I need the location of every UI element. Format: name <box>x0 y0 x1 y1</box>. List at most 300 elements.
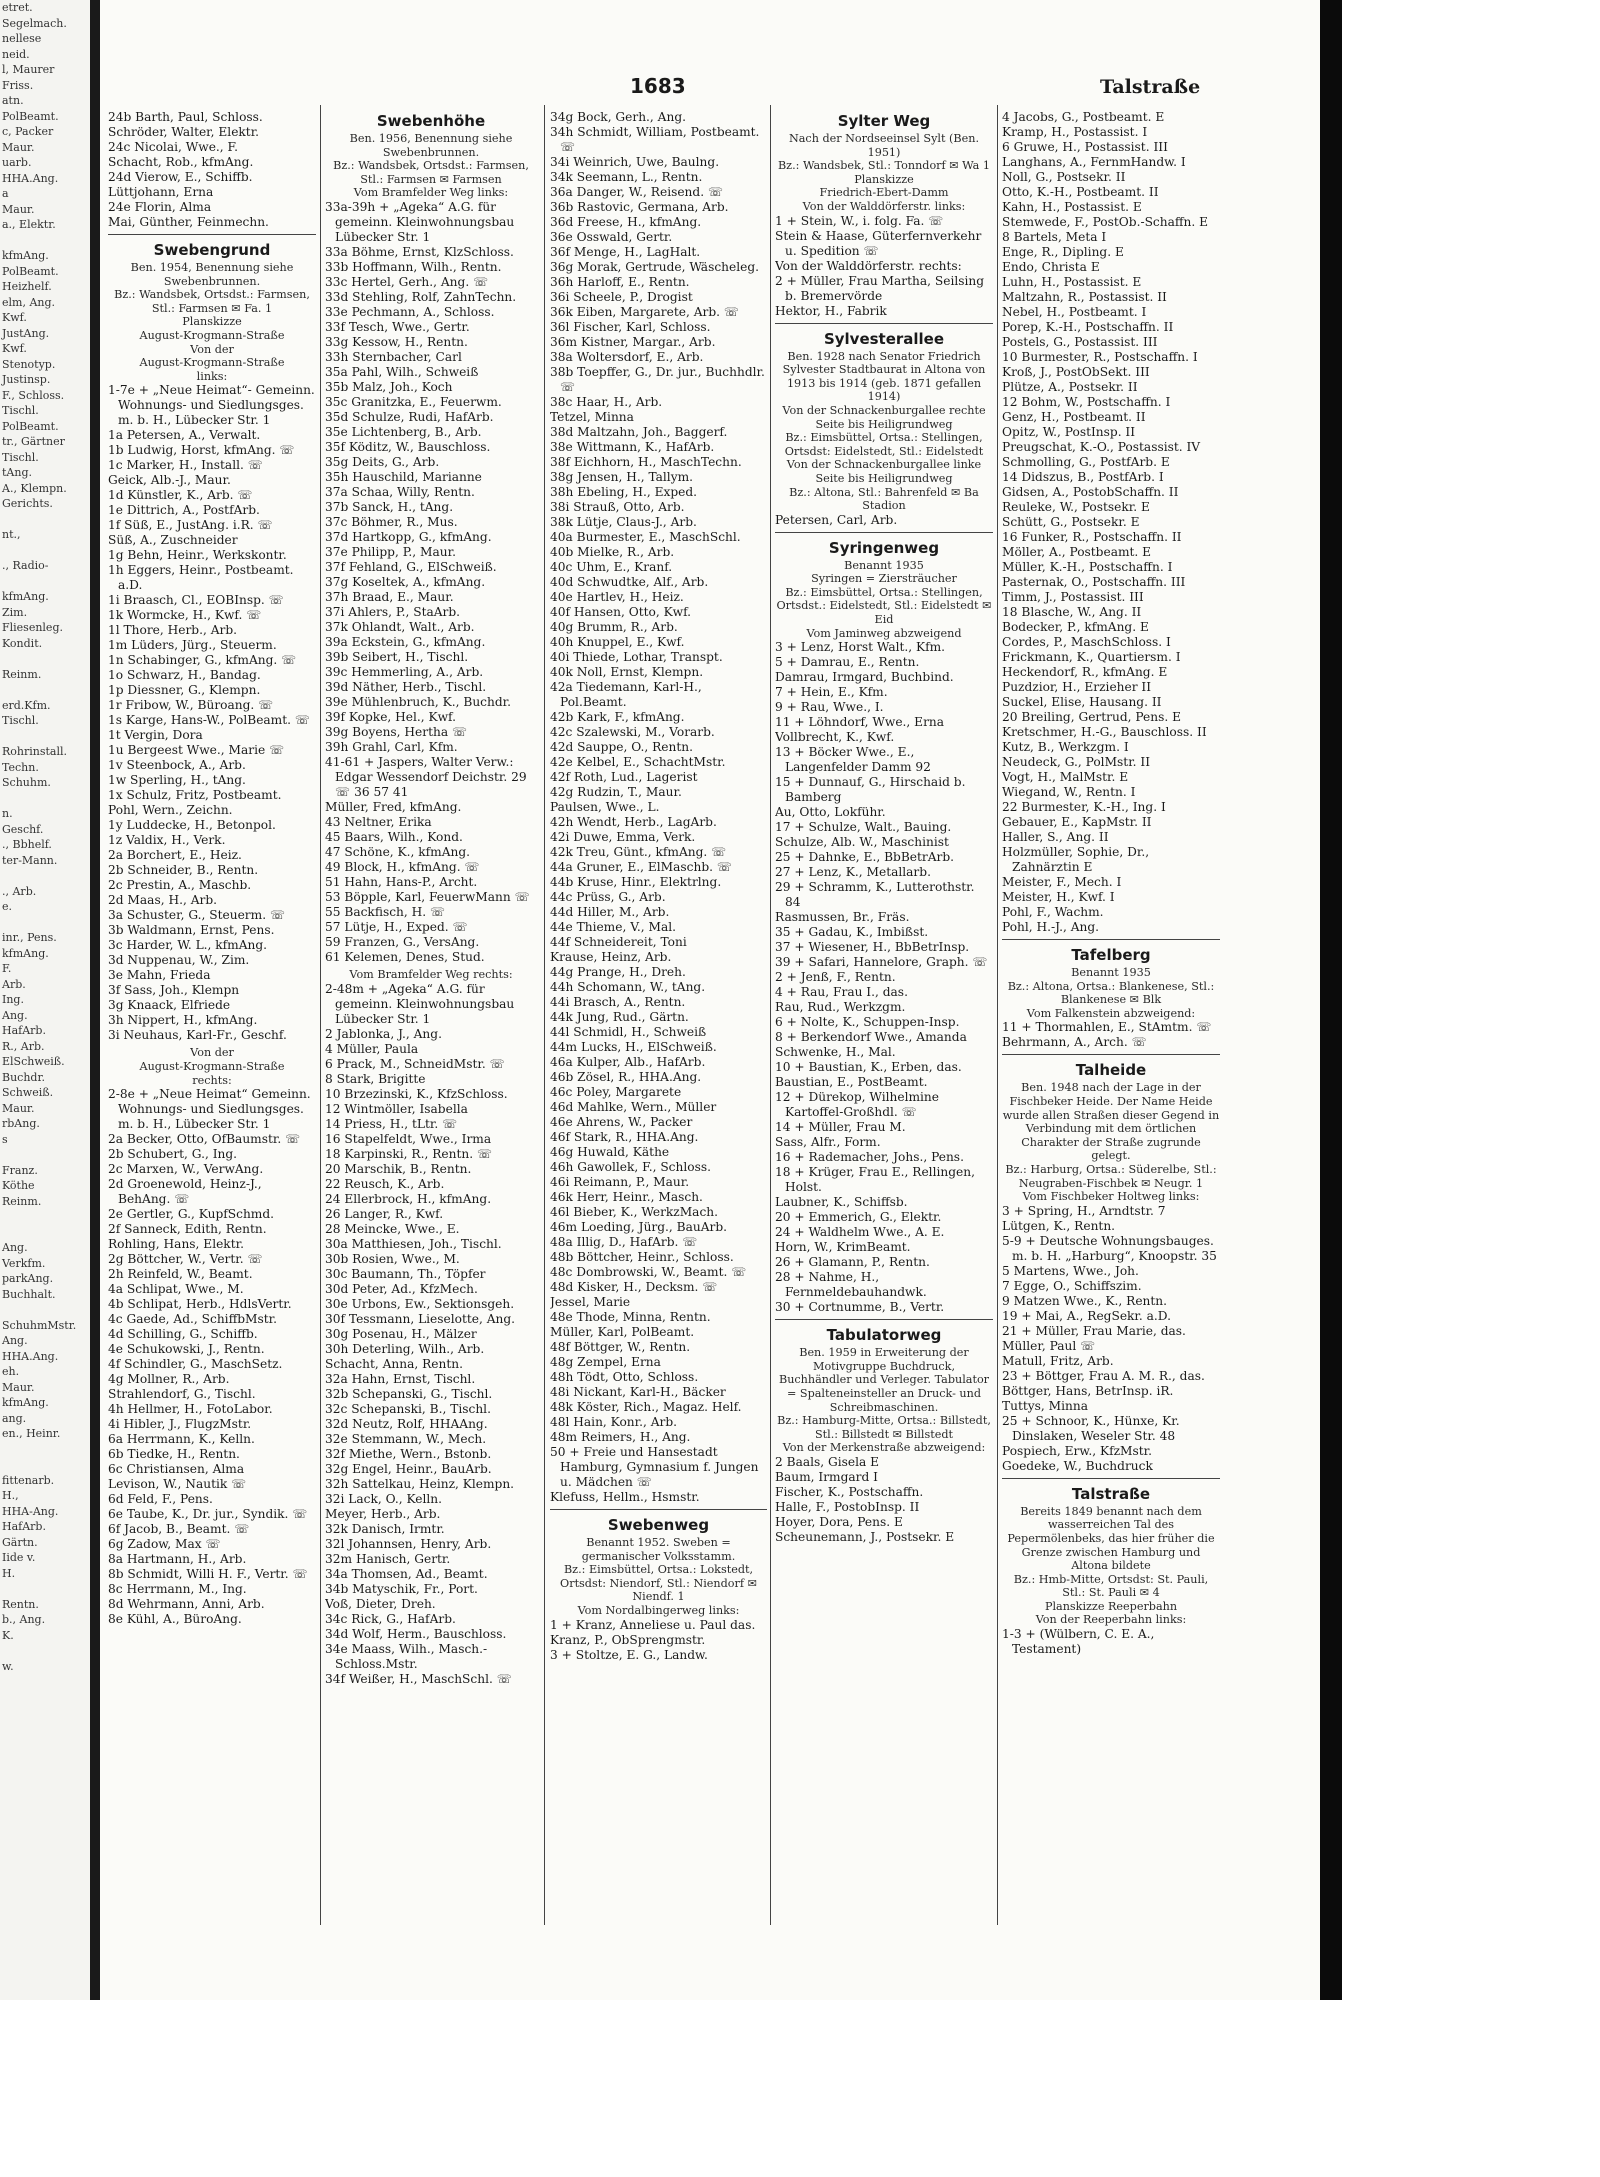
margin-fragment: l, Maurer <box>2 63 55 76</box>
resident-entry: Kahn, H., Postassist. E <box>1002 200 1142 214</box>
resident-entry: Klefuss, Hellm., Hsmstr. <box>550 1490 700 1504</box>
resident-entry: 44f Schneidereit, Toni <box>550 935 687 949</box>
resident-entry: 20 + Emmerich, G., Elektr. <box>775 1210 942 1225</box>
resident-entry: 1 + Kranz, Anneliese u. Paul das. <box>550 1617 756 1632</box>
resident-entry: Pohl, Wern., Zeichn. <box>108 803 233 818</box>
margin-fragment <box>0 512 95 528</box>
margin-fragment: ., Radio- <box>2 559 49 572</box>
resident-entry: 15 + Dunnauf, G., Hirschaid b. Bamberg <box>775 775 966 805</box>
resident-entry: 36g Morak, Gertrude, Wäscheleg. <box>550 260 759 274</box>
margin-fragment: Reinm. <box>2 1194 42 1208</box>
margin-fragment: Tischl. <box>2 450 39 464</box>
resident-entry: 24d Vierow, E., Schiffb. <box>108 170 253 184</box>
resident-entry: 37d Hartkopp, G., kfmAng. <box>325 529 492 544</box>
resident-entry: 32m Hanisch, Gertr. <box>325 1551 451 1566</box>
binding-shadow <box>90 0 100 2000</box>
resident-entry: 5 Martens, Wwe., Joh. <box>1002 1263 1139 1278</box>
resident-entry: 4h Hellmer, H., FotoLabor. <box>108 1402 273 1417</box>
resident-entry: Heckendorf, R., kfmAng. E <box>1002 665 1168 679</box>
street-note: Ben. 1956, Benennung siehe Swebenbrunnen. <box>349 132 513 159</box>
margin-fragment <box>0 233 95 249</box>
resident-entry: 39h Grahl, Carl, Kfm. <box>325 739 458 754</box>
street-note: Von der Reeperbahn links: <box>1035 1613 1187 1627</box>
resident-entry: 8 Stark, Brigitte <box>325 1071 426 1086</box>
resident-entry: Wiegand, W., Rentn. I <box>1002 785 1136 799</box>
resident-entry: 43 Neltner, Erika <box>325 814 432 829</box>
resident-entry: 41-61 + Jaspers, Walter Verw.: Edgar Wessendorf Deichstr. 29 ☏ 36 57 41 <box>325 754 527 799</box>
resident-entry: 48b Böttcher, Heinr., Schloss. <box>550 1250 734 1264</box>
margin-fragment: Köthe <box>2 1179 35 1192</box>
resident-entry: 40d Schwudtke, Alf., Arb. <box>550 575 709 589</box>
resident-entry: 4e Schukowski, J., Rentn. <box>108 1342 265 1357</box>
resident-entry: Gebauer, E., KapMstr. II <box>1002 815 1152 829</box>
margin-fragment: K. <box>2 1628 14 1642</box>
street-section <box>550 1514 767 1663</box>
resident-entry: 33c Hertel, Gerh., Ang. ☏ <box>325 274 489 289</box>
street-note: rechts: <box>192 1073 232 1087</box>
margin-fragment: Arb. <box>2 977 26 991</box>
resident-entry: 33d Stehling, Rolf, ZahnTechn. <box>325 289 517 304</box>
resident-entry: Paulsen, Wwe., L. <box>550 800 660 814</box>
resident-entry: 42f Roth, Lud., Lagerist <box>550 770 698 784</box>
resident-entry: 3g Knaack, Elfriede <box>108 998 231 1013</box>
resident-entry: 12 Bohm, W., Postschaffn. I <box>1002 395 1171 409</box>
margin-fragment: eh. <box>2 1365 20 1378</box>
resident-entry: 40g Brumm, R., Arb. <box>550 620 678 634</box>
resident-entry: 44m Lucks, H., ElSchweiß. <box>550 1040 717 1054</box>
resident-entry: 53 Böpple, Karl, FeuerwMann ☏ <box>325 889 530 904</box>
resident-entry: 10 Burmester, R., Postschaffn. I <box>1002 350 1198 364</box>
street-note: August-Krogmann-Straße <box>139 328 285 342</box>
street-note: Bz.: Hmb-Mitte, Ortsdst: St. Pauli, Stl.: St. Pauli ✉ 4 <box>1013 1572 1209 1600</box>
margin-fragment <box>0 1225 95 1241</box>
resident-entry: 46a Kulper, Alb., HafArb. <box>550 1055 706 1069</box>
margin-fragment: Rentn. <box>2 1597 39 1611</box>
resident-entry: 32d Neutz, Rolf, HHAAng. <box>325 1416 488 1431</box>
resident-entry: Langhans, A., FernmHandw. I <box>1002 155 1186 169</box>
resident-entry: 34g Bock, Gerh., Ang. <box>550 110 687 124</box>
street-note: Bz.: Wandsbek, Stl.: Tonndorf ✉ Wa 1 <box>777 159 991 173</box>
street-title: Syringenweg <box>828 538 940 557</box>
resident-entry: 1p Diessner, G., Klempn. <box>108 683 261 698</box>
resident-entry: Levison, W., Nautik ☏ <box>108 1477 247 1492</box>
margin-fragment: F., Schloss. <box>2 388 65 402</box>
resident-entry: 42g Rudzin, T., Maur. <box>550 785 682 799</box>
resident-entry: 48l Hain, Konr., Arb. <box>550 1415 678 1429</box>
resident-entry: Endo, Christa E <box>1002 260 1100 274</box>
street-section <box>1002 944 1220 1055</box>
resident-entry: Schütt, G., Postsekr. E <box>1002 515 1140 529</box>
resident-entry: 1a Petersen, A., Verwalt. <box>108 428 261 443</box>
resident-entry: 39e Mühlenbruch, K., Buchdr. <box>325 694 512 709</box>
street-note: Vom Bramfelder Weg rechts: <box>349 967 513 981</box>
resident-entry: 46d Mahlke, Wern., Müller <box>550 1100 717 1114</box>
margin-fragment: Rohrinstall. <box>2 745 68 758</box>
resident-entry: Strahlendorf, G., Tischl. <box>108 1387 256 1402</box>
street-note: Bereits 1849 benannt nach dem wasserreichen Tal des Pepermölenbeks, das hier früher die Grenze zwischen Hamburg und Altona bildete <box>1007 1504 1215 1573</box>
resident-entry: Geick, Alb.-J., Maur. <box>108 473 231 488</box>
street-note: Syringen = Ziersträucher <box>811 572 957 586</box>
resident-entry: 2 Baals, Gisela E <box>775 1455 880 1469</box>
street-note: Ben. 1959 in Erweiterung der Motivgruppe Buchdruck, Buchhändler und Verleger. Tabulator = Spalteneinsteller an Druck- und Schreibmaschinen. <box>778 1346 990 1414</box>
resident-entry: 6 Prack, M., SchneidMstr. ☏ <box>325 1056 505 1071</box>
resident-entry: 36l Fischer, Karl, Schloss. <box>550 320 711 334</box>
resident-entry: Tuttys, Minna <box>1002 1398 1089 1413</box>
section-divider <box>1002 939 1220 940</box>
margin-fragment <box>0 1643 95 1659</box>
resident-entry: 35b Malz, Joh., Koch <box>325 379 453 394</box>
street-title: Talheide <box>1075 1061 1147 1080</box>
resident-entry: 33a Böhme, Ernst, KlzSchloss. <box>325 244 514 259</box>
resident-entry: Petersen, Carl, Arb. <box>775 512 898 527</box>
resident-entry: 1z Valdix, H., Verk. <box>108 833 226 848</box>
resident-entry: 57 Lütje, H., Exped. ☏ <box>325 919 468 934</box>
resident-entry: 48e Thode, Minna, Rentn. <box>550 1310 711 1324</box>
street-note: Friedrich-Ebert-Damm <box>819 186 949 200</box>
resident-entry: 46f Stark, R., HHA.Ang. <box>550 1130 699 1144</box>
right-edge-shadow <box>1320 0 1342 2000</box>
running-head: Talstraße <box>1100 76 1201 98</box>
resident-entry: 61 Kelemen, Denes, Stud. <box>325 949 485 964</box>
resident-entry: Matull, Fritz, Arb. <box>1002 1353 1114 1368</box>
resident-entry: 2 + Müller, Frau Martha, Seilsing b. Bremervörde <box>775 273 985 303</box>
margin-fragment: Gerichts. <box>2 497 53 510</box>
resident-entry: 4g Mollner, R., Arb. <box>108 1372 230 1387</box>
resident-entry: 4f Schindler, G., MaschSetz. <box>108 1357 283 1372</box>
resident-entry: 3 + Stoltze, E. G., Landw. <box>550 1647 708 1662</box>
margin-fragment: Ang. <box>2 1241 28 1254</box>
resident-entry: Kranz, P., ObSprengmstr. <box>550 1632 706 1647</box>
resident-entry: Müller, Paul ☏ <box>1002 1338 1096 1353</box>
resident-entry: Gidsen, A., PostobSchaffn. II <box>1002 485 1179 499</box>
resident-entry: Maltzahn, R., Postassist. II <box>1002 290 1167 304</box>
resident-entry: 46b Zösel, R., HHA.Ang. <box>550 1070 702 1084</box>
resident-entry: 30f Tessmann, Lieselotte, Ang. <box>325 1311 516 1326</box>
street-section <box>1002 110 1220 940</box>
resident-entry: 42e Kelbel, E., SchachtMstr. <box>550 755 726 769</box>
resident-entry: 4c Gaede, Ad., SchiffbMstr. <box>108 1312 278 1327</box>
resident-entry: 36i Scheele, P., Drogist <box>550 290 693 304</box>
resident-entry: Lüttjohann, Erna <box>108 185 214 199</box>
resident-entry: Otto, K.-H., Postbeamt. II <box>1002 185 1159 199</box>
resident-entry: 39g Boyens, Hertha ☏ <box>325 724 468 739</box>
resident-entry: 44b Kruse, Hinr., Elektrlng. <box>550 875 722 889</box>
resident-entry: 24e Florin, Alma <box>108 200 212 214</box>
resident-entry: 40e Hartlev, H., Heiz. <box>550 590 684 604</box>
resident-entry: 34k Seemann, L., Rentn. <box>550 170 703 184</box>
resident-entry: 3f Sass, Joh., Klempn <box>108 983 240 998</box>
resident-entry: 46h Gawollek, F., Schloss. <box>550 1160 711 1174</box>
resident-entry: Nebel, H., Postbeamt. I <box>1002 305 1147 319</box>
margin-fragment: nellese <box>2 32 42 45</box>
margin-fragment: Tischl. <box>2 404 39 417</box>
margin-fragment: H. <box>2 1566 16 1580</box>
section-divider <box>775 323 993 324</box>
resident-entry: 6a Herrmann, K., Kelln. <box>108 1432 255 1447</box>
resident-entry: 30g Posenau, H., Mälzer <box>325 1326 477 1341</box>
resident-entry: 8e Kühl, A., BüroAng. <box>108 1612 242 1627</box>
resident-entry: Noll, G., Postsekr. II <box>1002 170 1126 184</box>
margin-fragment: Maur. <box>2 1101 35 1115</box>
margin-fragment: n. <box>2 807 13 820</box>
margin-fragment: Maur. <box>2 1380 35 1394</box>
resident-entry: 1h Eggers, Heinr., Postbeamt. a.D. <box>108 563 294 593</box>
resident-entry: 5 + Damrau, E., Rentn. <box>775 655 920 670</box>
margin-fragment: neid. <box>2 47 30 61</box>
street-note: Planskizze Reeperbahn <box>1044 1599 1178 1613</box>
resident-entry: 1v Steenbock, A., Arb. <box>108 758 246 773</box>
street-section <box>550 110 767 1510</box>
resident-entry: 46c Poley, Margarete <box>550 1085 682 1099</box>
resident-entry: 1w Sperling, H., tAng. <box>108 773 246 788</box>
margin-fragment: HHA.Ang. <box>2 1349 59 1363</box>
resident-entry: Au, Otto, Lokführ. <box>775 805 886 820</box>
resident-entry: 37k Ohlandt, Walt., Arb. <box>325 619 475 634</box>
street-note: August-Krogmann-Straße <box>139 1059 285 1073</box>
resident-entry: 37g Koseltek, A., kfmAng. <box>325 574 486 589</box>
resident-entry: 8c Herrmann, M., Ing. <box>108 1582 247 1597</box>
resident-entry: 33h Sternbacher, Carl <box>325 349 462 364</box>
resident-entry: 48f Böttger, W., Rentn. <box>550 1340 691 1354</box>
resident-entry: 2d Groenewold, Heinz-J., BehAng. ☏ <box>108 1177 262 1207</box>
resident-entry: Scheunemann, J., Postsekr. E <box>775 1530 955 1544</box>
resident-entry: Kroß, J., PostObSekt. III <box>1002 365 1150 379</box>
resident-entry: 6d Feld, F., Pens. <box>108 1492 213 1507</box>
resident-entry: Rau, Rud., Werkzgm. <box>775 1000 906 1015</box>
resident-entry: 36k Eiben, Margarete, Arb. ☏ <box>550 305 740 319</box>
resident-entry: 34a Thomsen, Ad., Beamt. <box>325 1566 488 1581</box>
resident-entry: 36d Freese, H., kfmAng. <box>550 215 702 229</box>
margin-fragment: PolBeamt. <box>2 264 59 278</box>
resident-entry: 2c Marxen, W., VerwAng. <box>108 1162 264 1177</box>
resident-entry: 14 Didszus, B., PostfArb. I <box>1002 470 1164 484</box>
street-note: Planskizze <box>854 172 914 186</box>
resident-entry: 2-8e + „Neue Heimat“ Gemeinn. Wohnungs- und Siedlungsges. m. b. H., Lübecker Str. 1 <box>108 1087 311 1132</box>
resident-entry: 45 Baars, Wilh., Kond. <box>325 829 463 844</box>
street-note: Stadion <box>862 499 906 513</box>
resident-entry: Mai, Günther, Feinmechn. <box>108 215 269 229</box>
street-title: Talstraße <box>1071 1484 1151 1503</box>
resident-entry: 32a Hahn, Ernst, Tischl. <box>325 1371 476 1386</box>
resident-entry: 42c Szalewski, M., Vorarb. <box>550 725 715 739</box>
resident-entry: 36e Osswald, Gertr. <box>550 230 673 244</box>
column-2 <box>325 108 537 1690</box>
street-note: Ben. 1928 nach Senator Friedrich Sylvester Stadtbaurat in Altona von 1913 bis 1914 (geb. 1871 gefallen 1914) <box>782 349 986 404</box>
resident-entry: Reuleke, W., Postsekr. E <box>1002 500 1150 514</box>
margin-fragment <box>0 1581 95 1597</box>
resident-entry: 32k Danisch, Irmtr. <box>325 1521 445 1536</box>
resident-entry: 2b Schneider, B., Rentn. <box>108 863 259 878</box>
street-section <box>1002 1483 1220 1657</box>
margin-fragment: fittenarb. <box>2 1473 55 1487</box>
resident-entry: Lütgen, K., Rentn. <box>1002 1218 1116 1233</box>
street-note: Vom Bramfelder Weg links: <box>353 186 509 200</box>
street-section <box>325 968 537 1687</box>
resident-entry: Opitz, W., PostInsp. II <box>1002 425 1136 439</box>
resident-entry: 44l Schmidl, H., Schweiß <box>550 1025 707 1039</box>
resident-entry: 6c Christiansen, Alma <box>108 1462 245 1477</box>
resident-entry: Meister, F., Mech. I <box>1002 875 1122 889</box>
resident-entry: 2g Böttcher, W., Vertr. ☏ <box>108 1252 263 1267</box>
margin-fragment: a., Elektr. <box>2 218 56 231</box>
street-section <box>1002 1059 1220 1478</box>
resident-entry: 28 Meincke, Wwe., E. <box>325 1221 460 1236</box>
margin-fragment: tAng. <box>2 466 32 479</box>
resident-entry: 48h Tödt, Otto, Schloss. <box>550 1370 699 1384</box>
resident-entry: Holzmüller, Sophie, Dr., Zahnärztin E <box>1002 845 1150 874</box>
resident-entry: 38b Toepffer, G., Dr. jur., Buchhdlr. ☏ <box>550 365 765 394</box>
resident-entry: 7 + Hein, E., Kfm. <box>775 685 888 700</box>
margin-fragment: Segelmach. <box>2 16 67 30</box>
resident-entry: 24b Barth, Paul, Schloss. <box>108 110 263 124</box>
resident-entry: 1-3 + (Wülbern, C. E. A., Testament) <box>1002 1627 1155 1657</box>
resident-entry: 50 + Freie und Hansestadt Hamburg, Gymnasium f. Jungen u. Mädchen ☏ <box>550 1445 759 1489</box>
resident-entry: Müller, Karl, PolBeamt. <box>550 1325 695 1339</box>
resident-entry: 25 + Schnoor, K., Hünxe, Kr. Dinslaken, Weseler Str. 48 <box>1002 1413 1180 1443</box>
resident-entry: 49 Block, H., kfmAng. ☏ <box>325 859 480 874</box>
margin-fragment: ., Bbhelf. <box>2 838 52 851</box>
margin-fragment: Zim. <box>2 605 28 619</box>
margin-fragment: kfmAng. <box>2 249 49 262</box>
margin-fragment: R., Arb. <box>2 1039 45 1053</box>
resident-entry: Horn, W., KrimBeamt. <box>775 1240 911 1255</box>
street-section <box>108 110 316 235</box>
margin-fragment: JustAng. <box>2 326 50 340</box>
column-rule <box>770 105 771 1925</box>
margin-fragment: HHA.Ang. <box>2 171 59 185</box>
margin-fragment <box>0 868 95 884</box>
resident-entry: 39d Näther, Herb., Tischl. <box>325 679 487 694</box>
resident-entry: 9 Matzen Wwe., K., Rentn. <box>1002 1293 1168 1308</box>
resident-entry: 4b Schlipat, Herb., HdlsVertr. <box>108 1297 292 1312</box>
resident-entry: Halle, F., PostobInsp. II <box>775 1500 920 1514</box>
margin-fragment: e. <box>2 900 13 913</box>
resident-entry: 1s Karge, Hans-W., PolBeamt. ☏ <box>108 713 311 728</box>
resident-entry: 34f Weißer, H., MaschSchl. ☏ <box>325 1671 512 1686</box>
margin-fragment: kfmAng. <box>2 590 49 603</box>
resident-entry: 40k Noll, Ernst, Klempn. <box>550 665 704 679</box>
margin-fragment: ., Arb. <box>2 884 37 898</box>
resident-entry: Porep, K.-H., Postschaffn. II <box>1002 320 1174 334</box>
street-note: Von der Merkenstraße abzweigend: <box>782 1441 986 1455</box>
resident-entry: 40f Hansen, Otto, Kwf. <box>550 605 692 619</box>
margin-fragment: Fliesenleg. <box>2 621 63 634</box>
margin-fragment <box>0 682 95 698</box>
margin-fragment: Buchdr. <box>2 1070 46 1084</box>
resident-entry: 16 + Rademacher, Johs., Pens. <box>775 1150 964 1165</box>
resident-entry: 12 Wintmöller, Isabella <box>325 1101 468 1116</box>
margin-fragment: HafArb. <box>2 1520 46 1533</box>
margin-fragment: Ing. <box>2 993 24 1006</box>
resident-entry: Laubner, K., Schiffsb. <box>775 1195 908 1210</box>
resident-entry: 48c Dombrowski, W., Beamt. ☏ <box>550 1265 747 1279</box>
resident-entry: Vogt, H., MalMstr. E <box>1002 770 1129 784</box>
street-title: Tabulatorweg <box>826 1326 942 1345</box>
street-note: Von der <box>190 1046 234 1060</box>
resident-entry: 44k Jung, Rud., Gärtn. <box>550 1010 689 1024</box>
resident-entry: Voß, Dieter, Dreh. <box>325 1596 436 1611</box>
street-note: Bz.: Eimsbüttel, Ortsa.: Stellingen, Ortsdst.: Eidelstedt, Stl.: Eidelstedt ✉ Eid <box>776 585 992 627</box>
margin-fragment: HafArb. <box>2 1024 46 1037</box>
resident-entry: 6 Gruwe, H., Postassist. III <box>1002 140 1168 154</box>
resident-entry: 27 + Lenz, K., Metallarb. <box>775 865 931 880</box>
resident-entry: 39f Kopke, Hel., Kwf. <box>325 709 457 724</box>
resident-entry: 34c Rick, G., HafArb. <box>325 1611 456 1626</box>
resident-entry: Plütze, A., Postsekr. II <box>1002 380 1138 394</box>
resident-entry: 13 + Böcker Wwe., E., Langenfelder Damm 92 <box>775 745 931 775</box>
street-section <box>775 1324 993 1545</box>
street-title: Sylvesterallee <box>823 329 945 348</box>
resident-entry: 8d Wehrmann, Anni, Arb. <box>108 1597 265 1612</box>
resident-entry: 19 + Mai, A., RegSekr. a.D. <box>1002 1308 1172 1323</box>
resident-entry: 18 + Krüger, Frau E., Rellingen, Holst. <box>775 1165 975 1195</box>
resident-entry: Rasmussen, Br., Fräs. <box>775 910 910 925</box>
resident-entry: 38d Maltzahn, Joh., Baggerf. <box>550 425 728 439</box>
street-note: Bz.: Hamburg-Mitte, Ortsa.: Billstedt, Stl.: Billstedt ✉ Billstedt <box>777 1414 991 1441</box>
street-note: August-Krogmann-Straße <box>139 356 285 370</box>
resident-entry: 8a Hartmann, H., Arb. <box>108 1552 247 1567</box>
resident-entry: 2e Gertler, G., KupfSchmd. <box>108 1207 275 1222</box>
resident-entry: 35a Pahl, Wilh., Schweiß <box>325 364 479 379</box>
margin-fragment: Schuhm. <box>2 776 51 789</box>
resident-entry: Von der Walddörferstr. rechts: <box>775 258 962 273</box>
resident-entry: Genz, H., Postbeamt. II <box>1002 410 1146 424</box>
resident-entry: Preugschat, K.-O., Postassist. IV <box>1002 440 1201 454</box>
resident-entry: 40h Knuppel, E., Kwf. <box>550 635 685 649</box>
margin-fragment: H., <box>2 1489 19 1502</box>
resident-entry: 3b Waldmann, Ernst, Pens. <box>108 923 275 938</box>
margin-fragment: HHA-Ang. <box>2 1504 59 1518</box>
resident-entry: 8b Schmidt, Willi H. F., Vertr. ☏ <box>108 1567 308 1582</box>
resident-entry: 37a Schaa, Willy, Rentn. <box>325 484 475 499</box>
street-note: Von der <box>190 342 234 356</box>
resident-entry: Pohl, F., Wachm. <box>1002 905 1104 919</box>
section-divider <box>108 234 316 235</box>
resident-entry: Tetzel, Minna <box>550 410 634 424</box>
resident-entry: 36b Rastovic, Germana, Arb. <box>550 200 729 214</box>
column-rule <box>320 105 321 1925</box>
resident-entry: 30 + Cortnumme, B., Vertr. <box>775 1300 945 1315</box>
resident-entry: 44h Schomann, W., tAng. <box>550 980 706 994</box>
resident-entry: Fischer, K., Postschaffn. <box>775 1485 924 1499</box>
resident-entry: 1e Dittrich, A., PostfArb. <box>108 503 260 518</box>
resident-entry: 30b Rosien, Wwe., M. <box>325 1251 460 1266</box>
resident-entry: 44c Prüss, G., Arb. <box>550 890 666 904</box>
resident-entry: 23 + Böttger, Frau A. M. R., das. <box>1002 1368 1205 1383</box>
margin-fragment <box>0 1442 95 1458</box>
resident-entry: 32e Stemmann, W., Mech. <box>325 1431 487 1446</box>
margin-fragment <box>0 729 95 745</box>
resident-entry: 2 + Jenß, F., Rentn. <box>775 970 896 985</box>
margin-fragment <box>0 574 95 590</box>
resident-entry: 32i Lack, O., Kelln. <box>325 1491 443 1506</box>
street-section <box>775 328 993 533</box>
street-note: Von der Schnackenburgallee rechte Seite bis Heiligrundweg <box>782 403 986 431</box>
resident-entry: Schröder, Walter, Elektr. <box>108 125 260 139</box>
margin-fragment: SchuhmMstr. <box>2 1318 77 1332</box>
resident-entry: 42k Treu, Günt., kfmAng. ☏ <box>550 845 727 859</box>
resident-entry: 3 + Lenz, Horst Walt., Kfm. <box>775 640 946 655</box>
resident-entry: 16 Stapelfeldt, Wwe., Irma <box>325 1131 492 1146</box>
margin-fragment: Heizhelf. <box>2 280 52 293</box>
resident-entry: 47 Schöne, K., kfmAng. <box>325 844 471 859</box>
resident-entry: Haller, S., Ang. II <box>1002 830 1109 844</box>
section-divider <box>775 1319 993 1320</box>
margin-fragment: F. <box>2 962 12 975</box>
resident-entry: 2a Borchert, E., Heiz. <box>108 848 242 863</box>
margin-fragment: nt., <box>2 528 21 541</box>
resident-entry: 59 Franzen, G., VersAng. <box>325 934 480 949</box>
